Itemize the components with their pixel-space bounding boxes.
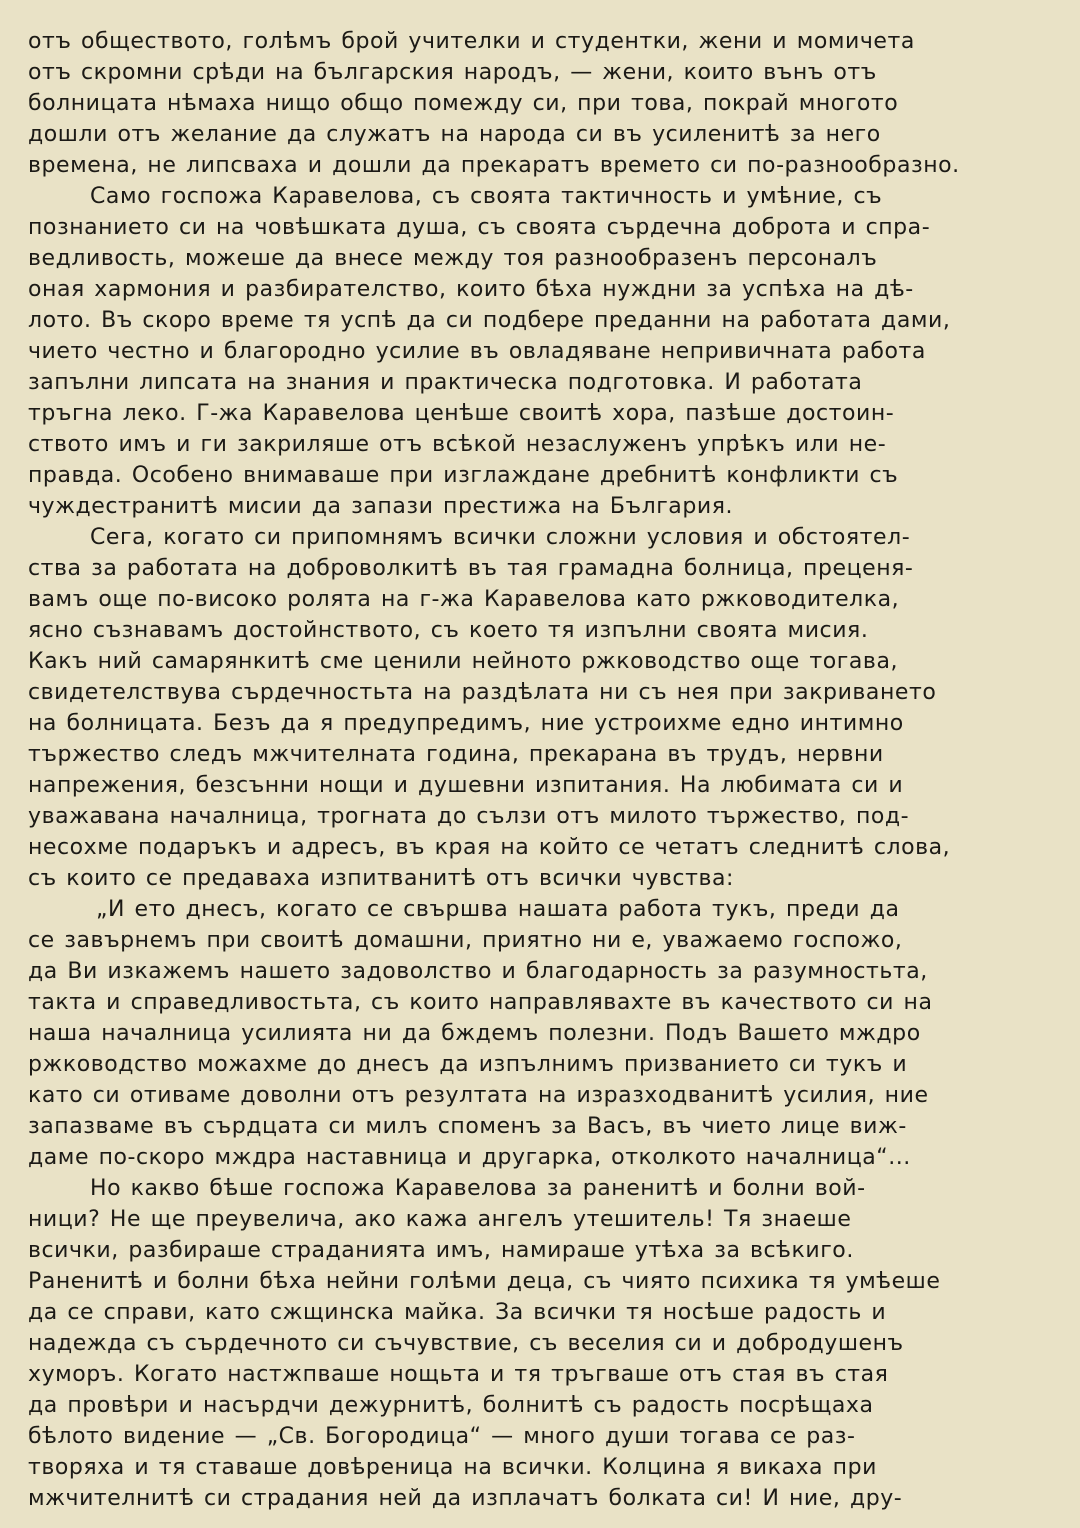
- text-line: ства за работата на доброволкитѣ въ тая грамадна болница, преценя-: [28, 556, 914, 581]
- text-line: на болницата. Безъ да я предупредимъ, ние устроихме едно интимно: [28, 711, 904, 736]
- text-line: хуморъ. Когато настжпваше нощьта и тя тръгваше отъ стая въ стая: [28, 1362, 889, 1387]
- text-line: времена, не липсваха и дошли да прекаратъ времето си по-разнообразно.: [28, 153, 960, 178]
- text-line: съ които се предаваха изпитванитѣ отъ всички чувства:: [28, 866, 734, 891]
- text-line: лото. Въ скоро време тя успѣ да си подбере преданни на работата дами,: [28, 308, 951, 333]
- text-line: ведливость, можеше да внесе между тоя разнообразенъ персоналъ: [28, 246, 878, 271]
- text-line: Но какво бѣше госпожа Каравелова за раненитѣ и болни вой-: [90, 1176, 866, 1201]
- text-line: „И ето днесъ, когато се свършва нашата работа тукъ, преди да: [96, 897, 900, 922]
- text-line: дошли отъ желание да служатъ на народа си въ усиленитѣ за него: [28, 122, 881, 147]
- text-line: вамъ още по-високо ролята на г-жа Каравелова като ржководителка,: [28, 587, 900, 612]
- text-line: правда. Особено внимаваше при изглаждане дребнитѣ конфликти съ: [28, 463, 899, 488]
- text-line: всички, разбираше страданията имъ, намираше утѣха за всѣкиго.: [28, 1238, 854, 1263]
- text-line: бѣлото видение — „Св. Богородица“ — много души тогава се раз-: [28, 1424, 856, 1449]
- text-line: да провѣри и насърдчи дежурнитѣ, болнитѣ съ радость посрѣщаха: [28, 1393, 874, 1418]
- paragraph: [28, 181, 1044, 522]
- text-line: Какъ ний самарянкитѣ сме ценили нейното ржководство още тогава,: [28, 649, 899, 674]
- text-line: Раненитѣ и болни бѣха нейни голѣми деца, съ чиято психика тя умѣеше: [28, 1269, 941, 1294]
- text-line: тържество следъ мжчителната година, прекарана въ трудъ, нервни: [28, 742, 884, 767]
- text-line: мжчителнитѣ си страдания ней да изплачатъ болката си! И ние, дру-: [28, 1486, 903, 1511]
- text-line: запълни липсата на знания и практическа подготовка. И работата: [28, 370, 863, 395]
- paragraph: [28, 26, 1044, 181]
- text-line: болницата нѣмаха нищо общо помежду си, при това, покрай многото: [28, 91, 899, 116]
- text-line: чуждестранитѣ мисии да запази престижа на България.: [28, 494, 734, 519]
- paragraph: [28, 522, 1044, 894]
- text-line: Само госпожа Каравелова, съ своята тактичность и умѣние, съ: [90, 184, 883, 209]
- text-line: познанието си на човѣшката душа, съ своята сърдечна доброта и спра-: [28, 215, 931, 240]
- text-line: ржководство можахме до днесъ да изпълнимъ призванието си тукъ и: [28, 1052, 908, 1077]
- text-line: да се справи, като сжщинска майка. За всички тя носѣше радость и: [28, 1300, 887, 1325]
- text-line: такта и справедливостьта, съ които направлявахте въ качеството си на: [28, 990, 933, 1015]
- text-line: надежда съ сърдечното си съчувствие, съ веселия си и добродушенъ: [28, 1331, 904, 1356]
- text-line: оная хармония и разбирателство, които бѣха нуждни за успѣха на дѣ-: [28, 277, 914, 302]
- paragraph: [28, 894, 1044, 1173]
- text-line: се завърнемъ при своитѣ домашни, приятно ни е, уважаемо госпожо,: [28, 928, 903, 953]
- text-line: да Ви изкажемъ нашето задоволство и благодарность за разумностьта,: [28, 959, 928, 984]
- text-line: даме по-скоро мждра наставница и другарка, отколкото началница“...: [28, 1145, 911, 1170]
- text-line: Сега, когато си припомнямъ всички сложни условия и обстоятел-: [90, 525, 911, 550]
- text-line: напрежения, безсънни нощи и душевни изпитания. На любимата си и: [28, 773, 904, 798]
- text-line: запазваме въ сърдцата си милъ споменъ за Васъ, въ чието лице виж-: [28, 1114, 907, 1139]
- text-line: отъ обществото, голѣмъ брой учителки и студентки, жени и момичета: [28, 29, 915, 54]
- text-line: ници? Не ще преувелича, ако кажа ангелъ утешитель! Тя знаеше: [28, 1207, 852, 1232]
- page-text-body: [28, 26, 1044, 1514]
- text-line: ясно съзнавамъ достойнството, съ което тя изпълни своята мисия.: [28, 618, 869, 643]
- text-line: творяха и тя ставаше довѣреница на всички. Колцина я викаха при: [28, 1455, 877, 1480]
- text-line: несохме подаръкъ и адресъ, въ края на който се четатъ следнитѣ слова,: [28, 835, 951, 860]
- text-line: ството имъ и ги закриляше отъ всѣкой незаслуженъ упрѣкъ или не-: [28, 432, 887, 457]
- text-line: като си отиваме доволни отъ резултата на изразходванитѣ усилия, ние: [28, 1083, 929, 1108]
- text-line: отъ скромни срѣди на българския народъ, — жени, които вънъ отъ: [28, 60, 877, 85]
- text-line: тръгна леко. Г-жа Каравелова ценѣше своитѣ хора, пазѣше достоин-: [28, 401, 895, 426]
- text-line: свидетелствува сърдечностьта на раздѣлата ни съ нея при закриването: [28, 680, 937, 705]
- text-line: уважавана началница, трогната до сълзи отъ милото тържество, под-: [28, 804, 910, 829]
- paragraph: [28, 1173, 1044, 1514]
- text-line: наша началница усилията ни да бждемъ полезни. Подъ Вашето мждро: [28, 1021, 921, 1046]
- text-line: чието честно и благородно усилие въ овладяване непривичната работа: [28, 339, 926, 364]
